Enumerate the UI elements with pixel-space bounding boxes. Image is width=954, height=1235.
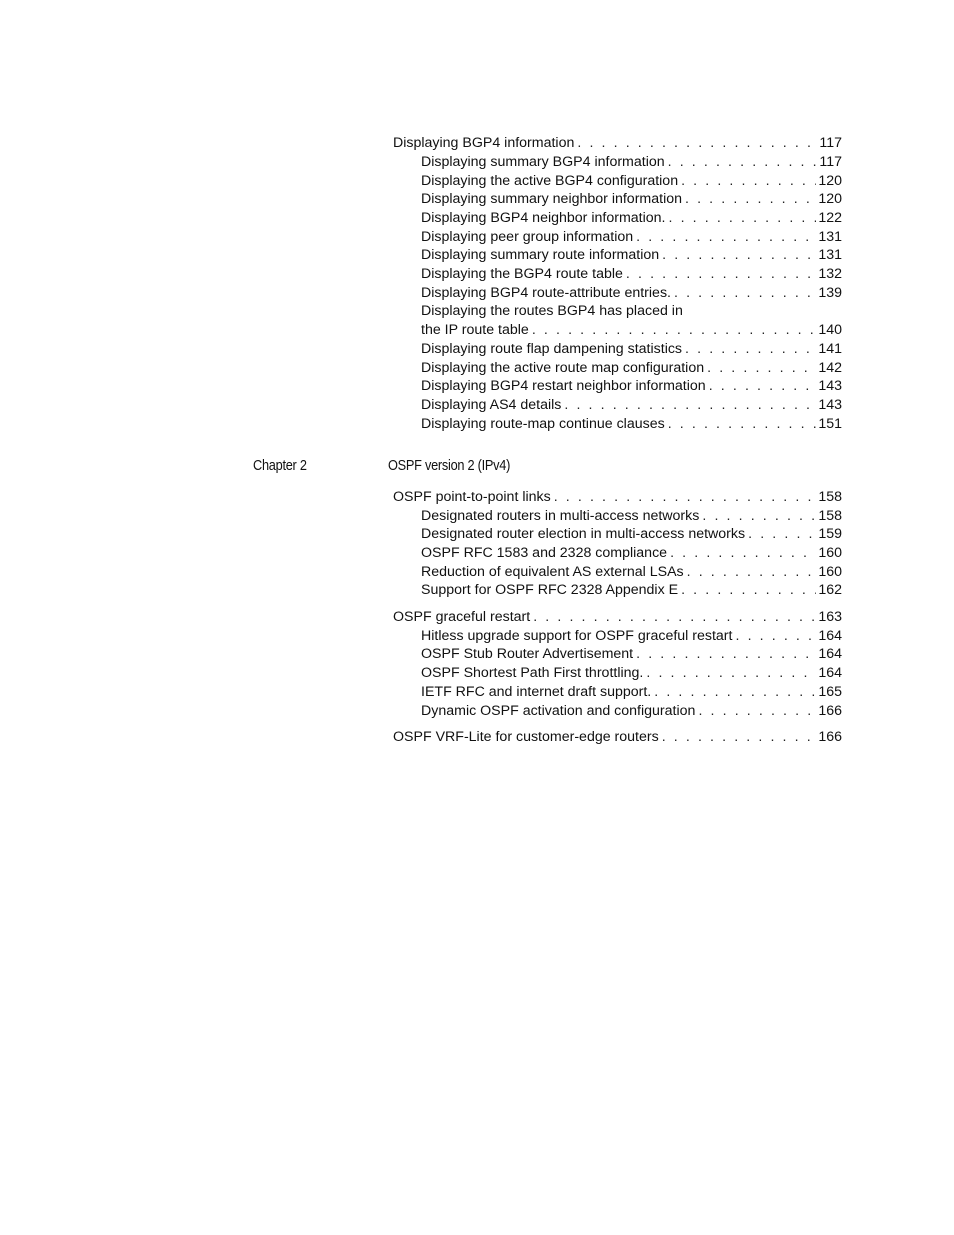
- toc-entry[interactable]: [421, 627, 842, 646]
- toc-entry-title: Displaying route-map continue clauses: [421, 416, 665, 432]
- toc-entry-title: Displaying the active route map configuration: [421, 360, 705, 376]
- toc-entry-page: 131: [818, 229, 842, 245]
- toc-entry-page: 166: [818, 729, 842, 745]
- dot-leader: [685, 340, 816, 359]
- dot-leader: [698, 702, 816, 721]
- dot-leader: [636, 645, 816, 664]
- toc-entry-title: Displaying summary BGP4 information: [421, 154, 665, 170]
- toc-entry-page: 164: [818, 665, 842, 681]
- dot-leader: [709, 377, 817, 396]
- toc-entry-title: Hitless upgrade support for OSPF graceful restart: [421, 628, 733, 644]
- dot-leader: [687, 563, 817, 582]
- dot-leader: [532, 321, 817, 340]
- toc-entry-page: 151: [818, 416, 842, 432]
- toc-entry-page: 158: [818, 508, 842, 524]
- toc-entry-page: 122: [818, 210, 842, 226]
- toc-entry-title: OSPF Shortest Path First throttling.: [421, 665, 644, 681]
- dot-leader: [668, 209, 816, 228]
- toc-entry-title: Displaying summary route information: [421, 247, 660, 263]
- dot-leader: [707, 359, 816, 378]
- toc-entry-page: 139: [818, 285, 842, 301]
- toc-entry[interactable]: [421, 507, 842, 526]
- toc-entry-page: 160: [818, 564, 842, 580]
- dot-leader: [748, 525, 816, 544]
- toc-entry-title: OSPF point-to-point links: [393, 489, 551, 505]
- toc-entry-page: 159: [818, 526, 842, 542]
- toc-entry-title: OSPF VRF-Lite for customer-edge routers: [393, 729, 659, 745]
- toc-entry-title: Displaying summary neighbor information: [421, 191, 683, 207]
- toc-entry-title: Displaying the BGP4 route table: [421, 266, 623, 282]
- toc-entry-title: Support for OSPF RFC 2328 Appendix E: [421, 582, 679, 598]
- toc-entry-page: 120: [818, 191, 842, 207]
- dot-leader: [662, 246, 816, 265]
- toc-entry[interactable]: [421, 190, 842, 209]
- toc-entry-title: Designated router election in multi-access networks: [421, 526, 746, 542]
- toc-entry-title: IETF RFC and internet draft support.: [421, 684, 652, 700]
- toc-entry[interactable]: [421, 246, 842, 265]
- toc-entry[interactable]: [421, 396, 842, 415]
- toc-entry-page: 120: [818, 173, 842, 189]
- toc-entry-title: Displaying BGP4 restart neighbor information: [421, 378, 706, 394]
- toc-entry[interactable]: [421, 340, 842, 359]
- toc-entry-page: 166: [818, 703, 842, 719]
- toc-entry-continued[interactable]: [421, 302, 842, 321]
- dot-leader: [654, 683, 816, 702]
- dot-leader: [685, 190, 816, 209]
- toc-entry-page: 117: [819, 154, 842, 170]
- dot-leader: [533, 608, 816, 627]
- toc-entry-title: Displaying route flap dampening statistics: [421, 341, 683, 357]
- dot-leader: [626, 265, 816, 284]
- toc-entry[interactable]: [421, 702, 842, 721]
- toc-entry-page: 160: [818, 545, 842, 561]
- toc-entry-page: 163: [818, 609, 842, 625]
- toc-entry[interactable]: [421, 683, 842, 702]
- toc-entry[interactable]: [421, 563, 842, 582]
- dot-leader: [668, 415, 817, 434]
- dot-leader: [662, 728, 817, 747]
- dot-leader: [670, 544, 816, 563]
- dot-leader: [681, 581, 816, 600]
- toc-entry[interactable]: [421, 544, 842, 563]
- toc-entry[interactable]: [393, 134, 842, 153]
- toc-entry[interactable]: [393, 488, 842, 507]
- dot-leader: [554, 488, 817, 507]
- dot-leader: [735, 627, 816, 646]
- toc-entry[interactable]: [421, 153, 842, 172]
- toc-entry-page: 117: [819, 135, 842, 151]
- toc-entry-title: OSPF graceful restart: [393, 609, 531, 625]
- toc-entry-title: Designated routers in multi-access networks: [421, 508, 700, 524]
- toc-entry-page: 143: [818, 397, 842, 413]
- toc-entry-title: Dynamic OSPF activation and configuration: [421, 703, 696, 719]
- dot-leader: [674, 284, 816, 303]
- dot-leader: [564, 396, 816, 415]
- toc-entry-title: Displaying BGP4 neighbor information.: [421, 210, 666, 226]
- toc-entry-page: 142: [818, 360, 842, 376]
- toc-entry[interactable]: [421, 172, 842, 191]
- chapter-title[interactable]: OSPF version 2 (IPv4): [388, 458, 511, 474]
- dot-leader: [636, 228, 816, 247]
- toc-entry[interactable]: [421, 581, 842, 600]
- toc-entry[interactable]: [421, 415, 842, 434]
- toc-entry-page: 140: [818, 322, 842, 338]
- toc-entry[interactable]: [393, 608, 842, 627]
- toc-entry[interactable]: [421, 321, 842, 340]
- toc-entry[interactable]: [393, 728, 842, 747]
- chapter-label: Chapter 2: [253, 458, 307, 474]
- toc-entry[interactable]: [421, 359, 842, 378]
- dot-leader: [577, 134, 817, 153]
- toc-entry-page: 143: [818, 378, 842, 394]
- toc-entry-page: 141: [818, 341, 842, 357]
- toc-entry-title: Displaying AS4 details: [421, 397, 562, 413]
- toc-entry-page: 165: [818, 684, 842, 700]
- toc-entry[interactable]: [421, 284, 842, 303]
- toc-entry[interactable]: [421, 645, 842, 664]
- toc-entry-title: Displaying the active BGP4 configuration: [421, 173, 679, 189]
- toc-entry[interactable]: [421, 209, 842, 228]
- toc-entry[interactable]: [421, 377, 842, 396]
- toc-entry[interactable]: [421, 664, 842, 683]
- dot-leader: [681, 172, 816, 191]
- toc-entry-title: Displaying the routes BGP4 has placed in: [421, 303, 683, 319]
- toc-entry-page: 158: [818, 489, 842, 505]
- toc-entry-title: Reduction of equivalent AS external LSAs: [421, 564, 684, 580]
- toc-entry[interactable]: [421, 265, 842, 284]
- toc-entry-page: 164: [818, 628, 842, 644]
- toc-entry-title: Displaying peer group information: [421, 229, 634, 245]
- toc-entry[interactable]: [421, 228, 842, 247]
- toc-entry[interactable]: [421, 525, 842, 544]
- toc-entry-page: 162: [818, 582, 842, 598]
- dot-leader: [668, 153, 818, 172]
- toc-entry-title: the IP route table: [421, 322, 529, 338]
- toc-entry-title: Displaying BGP4 information: [393, 135, 575, 151]
- dot-leader: [702, 507, 816, 526]
- toc-entry-title: OSPF RFC 1583 and 2328 compliance: [421, 545, 668, 561]
- toc-entry-page: 132: [818, 266, 842, 282]
- toc-entry-title: Displaying BGP4 route-attribute entries.: [421, 285, 671, 301]
- toc-entry-title: OSPF Stub Router Advertisement: [421, 646, 634, 662]
- toc-entry-page: 131: [818, 247, 842, 263]
- toc-entry-page: 164: [818, 646, 842, 662]
- dot-leader: [646, 664, 816, 683]
